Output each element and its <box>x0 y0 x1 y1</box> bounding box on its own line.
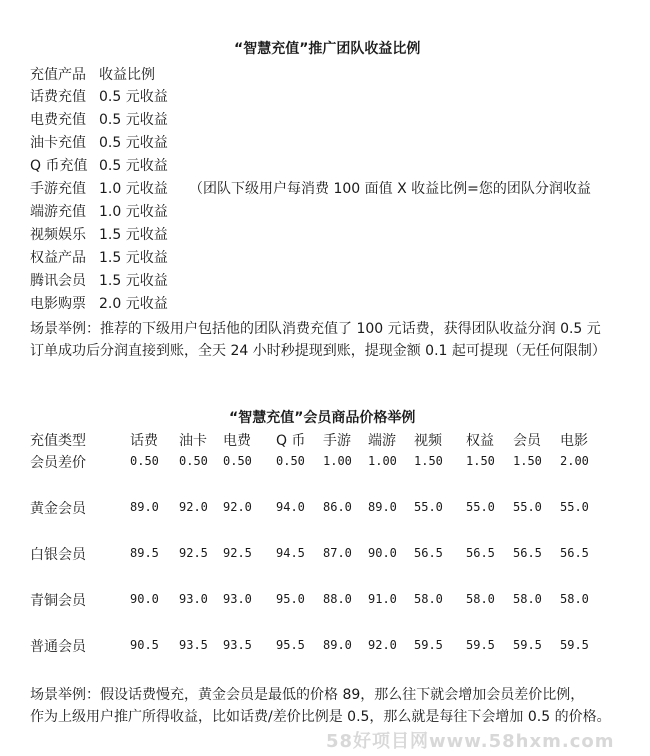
price-column-header: 话费 <box>130 433 158 449</box>
price-cell: 93.5 <box>179 638 208 652</box>
price-table-type-header: 充值类型 <box>30 433 86 449</box>
ratio-product-label: 话费充值 <box>30 89 86 105</box>
price-cell: 58.0 <box>414 592 443 606</box>
price-cell: 90.0 <box>130 592 159 606</box>
section1-title: “智慧充值”推广团队收益比例 <box>234 41 421 57</box>
price-cell: 56.5 <box>560 546 589 560</box>
price-cell: 89.0 <box>130 500 159 514</box>
price-cell: 59.5 <box>414 638 443 652</box>
price-cell: 55.0 <box>466 500 495 514</box>
price-cell: 92.0 <box>179 500 208 514</box>
ratio-value: 1.0 元收益 <box>99 181 168 197</box>
price-row-label: 白银会员 <box>30 547 86 563</box>
ratio-header-product: 充值产品 <box>30 67 86 83</box>
price-column-header: Q 币 <box>276 433 306 449</box>
price-cell: 1.00 <box>368 454 397 468</box>
price-cell: 2.00 <box>560 454 589 468</box>
price-cell: 86.0 <box>323 500 352 514</box>
price-cell: 58.0 <box>513 592 542 606</box>
ratio-product-label: 电影购票 <box>30 296 86 312</box>
price-column-header: 油卡 <box>179 433 207 449</box>
price-cell: 55.0 <box>414 500 443 514</box>
watermark-text: 58好项目网www.58hxm.com <box>326 731 615 752</box>
ratio-value: 0.5 元收益 <box>99 112 168 128</box>
price-cell: 56.5 <box>513 546 542 560</box>
price-cell: 59.5 <box>466 638 495 652</box>
price-cell: 58.0 <box>466 592 495 606</box>
price-column-header: 视频 <box>414 433 442 449</box>
ratio-value: 0.5 元收益 <box>99 158 168 174</box>
price-cell: 93.0 <box>179 592 208 606</box>
price-cell: 59.5 <box>513 638 542 652</box>
price-cell: 1.50 <box>466 454 495 468</box>
price-cell: 93.5 <box>223 638 252 652</box>
price-cell: 89.5 <box>130 546 159 560</box>
price-column-header: 会员 <box>513 433 541 449</box>
ratio-value: 0.5 元收益 <box>99 89 168 105</box>
price-cell: 58.0 <box>560 592 589 606</box>
price-cell: 93.0 <box>223 592 252 606</box>
example-text-2b: 作为上级用户推广所得收益，比如话费/差价比例是 0.5，那么就是每往下会增加 0.5 的价格。 <box>30 709 611 725</box>
price-column-header: 端游 <box>368 433 396 449</box>
price-cell: 91.0 <box>368 592 397 606</box>
example-text-1a: 场景举例：推荐的下级用户包括他的团队消费充值了 100 元话费，获得团队收益分润 0.5 元 <box>30 321 601 337</box>
ratio-product-label: 电费充值 <box>30 112 86 128</box>
price-cell: 55.0 <box>560 500 589 514</box>
price-cell: 95.5 <box>276 638 305 652</box>
section2-title: “智慧充值”会员商品价格举例 <box>229 410 416 426</box>
price-cell: 56.5 <box>466 546 495 560</box>
price-cell: 95.0 <box>276 592 305 606</box>
ratio-value: 0.5 元收益 <box>99 135 168 151</box>
price-cell: 90.5 <box>130 638 159 652</box>
ratio-product-label: 腾讯会员 <box>30 273 86 289</box>
price-row-label: 青铜会员 <box>30 593 86 609</box>
ratio-value: 1.5 元收益 <box>99 227 168 243</box>
price-cell: 1.00 <box>323 454 352 468</box>
price-column-header: 电影 <box>560 433 588 449</box>
ratio-product-label: 油卡充值 <box>30 135 86 151</box>
price-cell: 1.50 <box>414 454 443 468</box>
price-cell: 89.0 <box>368 500 397 514</box>
ratio-value: 1.0 元收益 <box>99 204 168 220</box>
ratio-product-label: Q 币充值 <box>30 158 88 174</box>
price-cell: 55.0 <box>513 500 542 514</box>
price-column-header: 手游 <box>323 433 351 449</box>
price-cell: 87.0 <box>323 546 352 560</box>
price-cell: 94.0 <box>276 500 305 514</box>
ratio-value: 2.0 元收益 <box>99 296 168 312</box>
price-cell: 89.0 <box>323 638 352 652</box>
example-text-2a: 场景举例：假设话费慢充，黄金会员是最低的价格 89，那么往下就会增加会员差价比例， <box>30 687 585 703</box>
price-cell: 92.0 <box>368 638 397 652</box>
formula-note: （团队下级用户每消费 100 面值 X 收益比例=您的团队分润收益 <box>189 181 591 197</box>
price-cell: 92.0 <box>223 500 252 514</box>
price-cell: 88.0 <box>323 592 352 606</box>
price-cell: 59.5 <box>560 638 589 652</box>
price-cell: 1.50 <box>513 454 542 468</box>
ratio-value: 1.5 元收益 <box>99 273 168 289</box>
ratio-product-label: 权益产品 <box>30 250 86 266</box>
ratio-product-label: 视频娱乐 <box>30 227 86 243</box>
ratio-header-ratio: 收益比例 <box>99 67 155 83</box>
price-row-label: 会员差价 <box>30 455 86 471</box>
price-row-label: 黄金会员 <box>30 501 86 517</box>
price-cell: 0.50 <box>179 454 208 468</box>
price-cell: 92.5 <box>223 546 252 560</box>
price-row-label: 普通会员 <box>30 639 86 655</box>
ratio-product-label: 手游充值 <box>30 181 86 197</box>
price-cell: 92.5 <box>179 546 208 560</box>
price-cell: 90.0 <box>368 546 397 560</box>
ratio-value: 1.5 元收益 <box>99 250 168 266</box>
price-cell: 0.50 <box>223 454 252 468</box>
example-text-1b: 订单成功后分润直接到账，全天 24 小时秒提现到账，提现金额 0.1 起可提现（无任何限制） <box>30 343 606 359</box>
price-column-header: 电费 <box>223 433 251 449</box>
price-cell: 0.50 <box>130 454 159 468</box>
price-cell: 0.50 <box>276 454 305 468</box>
ratio-product-label: 端游充值 <box>30 204 86 220</box>
price-column-header: 权益 <box>466 433 494 449</box>
price-cell: 56.5 <box>414 546 443 560</box>
price-cell: 94.5 <box>276 546 305 560</box>
